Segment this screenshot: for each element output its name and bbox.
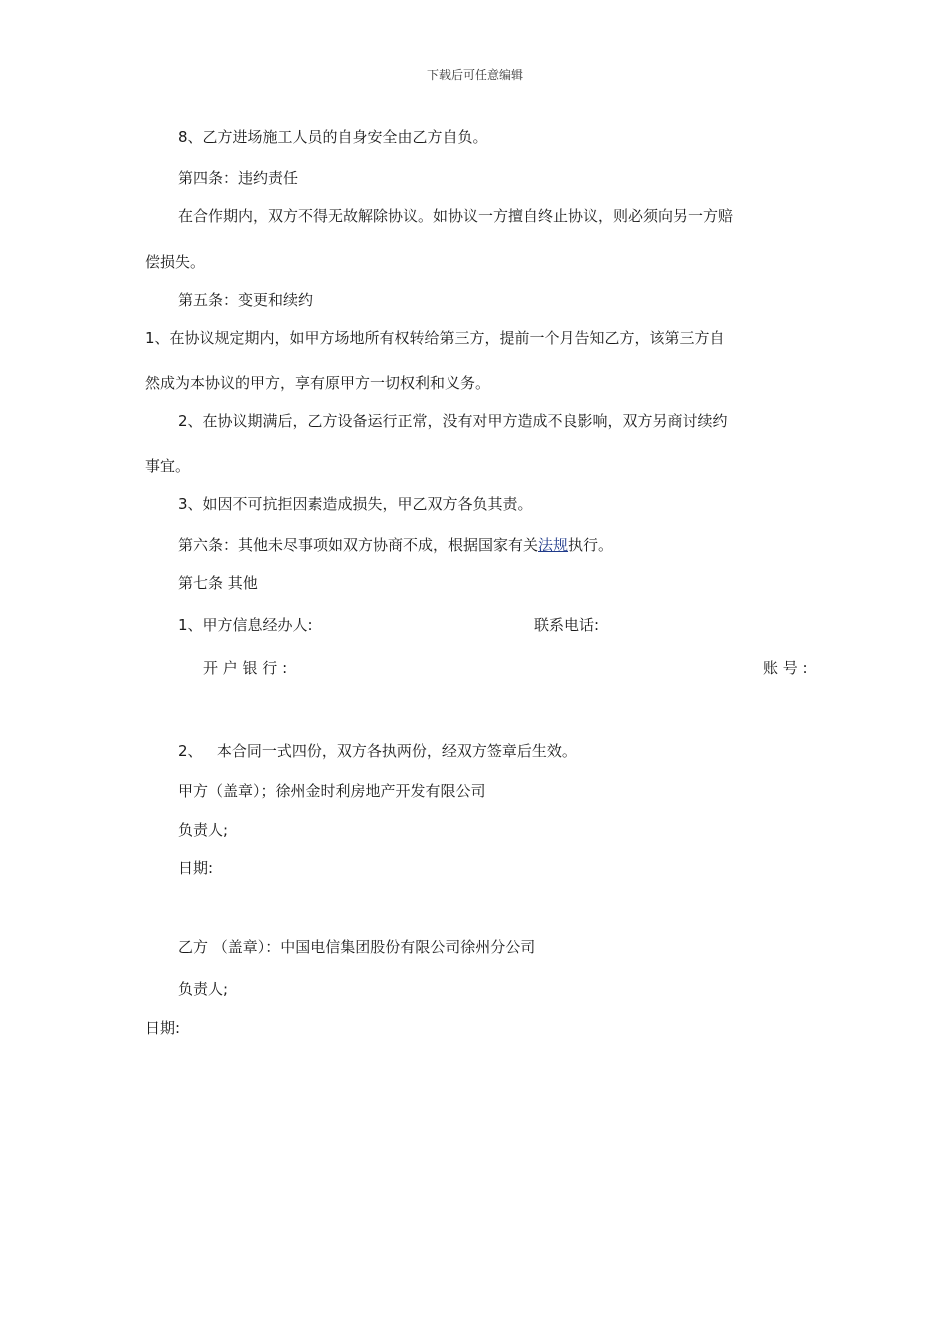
contact-phone-label: 联系电话: [534,616,600,634]
clause-8-safety: 8、乙方进场施工人员的自身安全由乙方自负。 [178,128,488,146]
party-a-date: 日期: [178,859,214,877]
article-5-heading: 第五条：变更和续约 [178,291,314,309]
bank-label: 开 户 银 行 : [203,659,288,677]
party-a-seal: 甲方（盖章）；徐州金时利房地产开发有限公司 [178,782,486,800]
regulations-link[interactable]: 法规 [538,536,569,554]
article-4-text-line1: 在合作期内，双方不得无故解除协议。如协议一方擅自终止协议，则必须向另一方赔 [178,207,734,225]
party-b-date: 日期: [145,1019,181,1037]
article-5-item3: 3、如因不可抗拒因素造成损失，甲乙双方各负其责。 [178,495,533,513]
party-b-seal: 乙方 （盖章）：中国电信集团股份有限公司徐州分公司 [178,938,536,956]
page-header: 下载后可任意编辑 [426,68,523,82]
article-7-heading: 第七条 其他 [178,574,258,592]
article-7-item2: 2、 本合同一式四份，双方各执两份，经双方签章后生效。 [178,742,577,760]
article-5-item2-line2: 事宜。 [145,457,191,475]
party-a-responsible-person: 负责人; [178,821,229,839]
account-number-label: 账 号 : [763,659,808,677]
party-a-contact-person: 1、甲方信息经办人: [178,616,313,634]
article-6-text-a: 第六条：其他未尽事项如双方协商不成，根据国家有关 [178,536,539,554]
article-4-heading: 第四条：违约责任 [178,169,299,187]
article-5-item2-line1: 2、在协议期满后，乙方设备运行正常，没有对甲方造成不良影响，双方另商讨续约 [178,412,728,430]
article-6-text-b: 执行。 [568,536,614,554]
article-4-text-line2: 偿损失。 [145,253,206,271]
article-5-item1-line2: 然成为本协议的甲方，享有原甲方一切权利和义务。 [145,374,491,392]
article-6-text [178,535,613,555]
article-5-item1-line1: 1、在协议规定期内，如甲方场地所有权转给第三方，提前一个月告知乙方，该第三方自 [145,329,725,347]
party-b-responsible-person: 负责人; [178,980,229,998]
